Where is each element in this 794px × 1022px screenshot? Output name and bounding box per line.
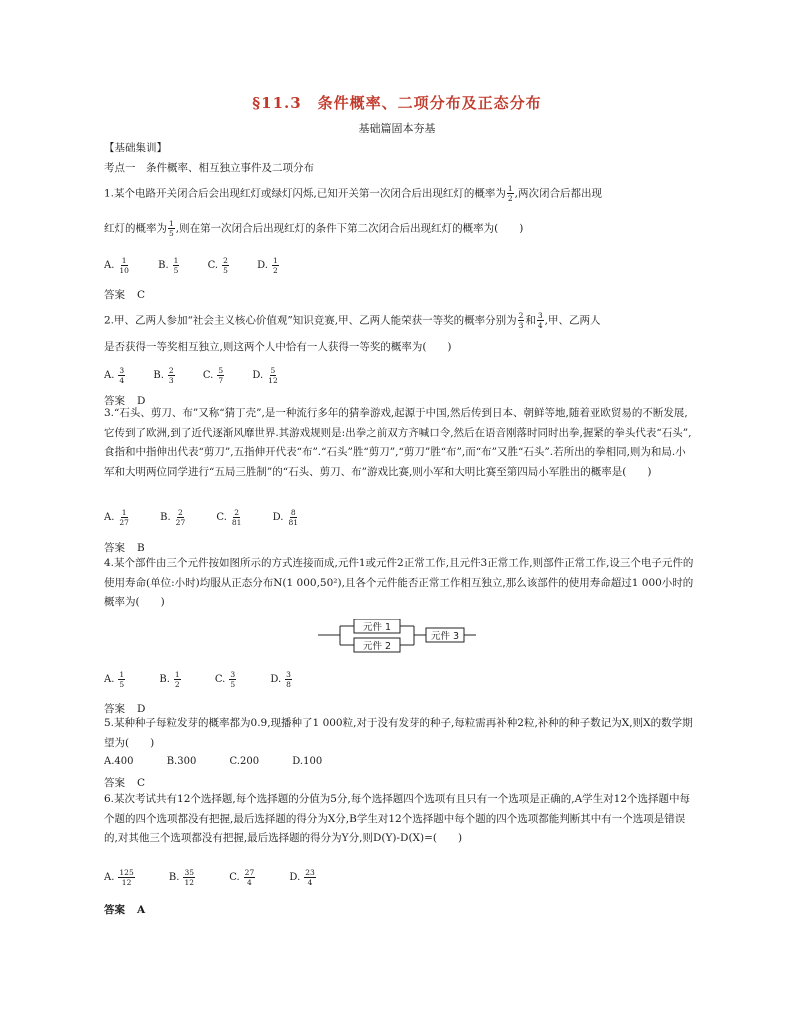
q4-answer: 答案 D xyxy=(104,703,146,715)
q3-option-d: D. $\frac{8}{81}$ xyxy=(272,508,299,527)
q1-option-c: C. $\frac{2}{5}$ xyxy=(207,256,228,275)
q1-option-a: A. $\frac{1}{10}$ xyxy=(104,256,129,275)
q5-answer: 答案 C xyxy=(104,777,146,789)
page-subtitle: 基础篇固本夯基 xyxy=(358,122,436,135)
q5-option-b: B.300 xyxy=(166,756,197,767)
q1-line1 xyxy=(104,184,602,203)
q1-fraction-1: $\frac{1}{2}$ xyxy=(507,184,513,203)
q6-option-c: C. $\frac{27}{4}$ xyxy=(229,868,255,887)
component-1-label: 元件 1 xyxy=(362,622,392,633)
q1-option-b: B. $\frac{1}{5}$ xyxy=(158,256,179,275)
q3-option-b: B. $\frac{2}{27}$ xyxy=(160,508,186,527)
component-3-label: 元件 3 xyxy=(430,631,460,642)
component-2-label: 元件 2 xyxy=(362,641,392,652)
q3-option-a: A. $\frac{1}{27}$ xyxy=(104,508,129,527)
q3-answer: 答案 B xyxy=(104,542,145,554)
q3-options xyxy=(104,508,324,527)
q2-option-d: D. $\frac{5}{12}$ xyxy=(252,366,278,385)
q2-answer: 答案 D xyxy=(104,395,146,407)
q2-option-c: C. $\frac{5}{7}$ xyxy=(202,366,224,385)
q4-option-d: D. $\frac{3}{8}$ xyxy=(270,670,291,689)
q6-option-a: A. $\frac{125}{12}$ xyxy=(104,868,134,887)
page-title: §11.3 条件概率、二项分布及正态分布 xyxy=(252,94,542,112)
q4-option-b: B. $\frac{1}{2}$ xyxy=(159,670,180,689)
q1-answer: 答案 C xyxy=(104,289,146,301)
q1-text-b: ,两次闭合后都出现 xyxy=(514,187,602,200)
q2-options xyxy=(104,366,304,385)
q2-fraction-2: $\frac{3}{4}$ xyxy=(537,311,543,330)
q6-answer: 答案 A xyxy=(104,904,146,916)
q5-text: 5.某种种子每粒发芽的概率都为0.9,现播种了1 000粒,对于没有发芽的种子,每粒需再补种2粒,补种的种子数记为X,则X的数学期望为( ) xyxy=(104,717,693,749)
q6-option-b: B. $\frac{35}{12}$ xyxy=(168,868,194,887)
q5-option-d: D.100 xyxy=(292,756,323,767)
q6-text: 6.某次考试共有12个选择题,每个选择题的分值为5分,每个选择题四个选项有且只有一个选项是正确的,A学生对12个选择题中每个题的四个选项都没有把握,最后选择题的得分为X分,B学生对12个选择题中每个题的四个选项都能判断其中有一个选项是错误的,对其他三个选项都没有把握,最后选择题的得分为Y分,则D(Y)-D(X)=( ) xyxy=(104,793,691,844)
q4-options xyxy=(104,670,317,689)
q1-option-d: D. $\frac{1}{2}$ xyxy=(257,256,278,275)
q6-options xyxy=(104,868,341,887)
q1-line2 xyxy=(104,219,523,238)
q2-line1: 2.甲、乙两人参加“社会主义核心价值观”知识竞赛,甲、乙两人能荣获一等奖的概率分别为 $\frac{2}{3}$ 和 $\frac{3}{4}$ ,甲、乙两人 xyxy=(104,311,601,330)
q2-option-a: A. $\frac{3}{4}$ xyxy=(104,366,125,385)
q4-option-c: C. $\frac{3}{5}$ xyxy=(214,670,236,689)
q1-text-c: 红灯的概率为 xyxy=(104,222,167,235)
q4-option-a: A. $\frac{1}{5}$ xyxy=(104,670,125,689)
q1-text-d: ,则在第一次闭合后出现红灯的条件下第二次闭合后出现红灯的概率为( ) xyxy=(175,222,524,235)
q1-fraction-2: $\frac{1}{5}$ xyxy=(169,219,174,238)
q5-options xyxy=(104,756,346,767)
q3-option-c: C. $\frac{2}{81}$ xyxy=(216,508,242,527)
circuit-diagram xyxy=(318,619,478,655)
q2-line2: 是否获得一等奖相互独立,则这两个人中恰有一人获得一等奖的概率为( ) xyxy=(104,341,452,353)
section-tag: 【基础集训】 xyxy=(104,142,167,154)
q4-text: 4.某个部件由三个元件按如图所示的方式连接而成,元件1或元件2正常工作,且元件3正常工作,则部件正常工作,设三个电子元件的使用寿命(单位:小时)均服从正态分布N(1 000,50²),且各个元件能否正常工作相互独立,那么该部件的使用寿命超过1 000小时的概率为( ) xyxy=(104,557,694,608)
q5-option-c: C.200 xyxy=(229,756,260,767)
topic-heading: 考点一 条件概率、相互独立事件及二项分布 xyxy=(104,162,314,174)
q5-option-a: A.400 xyxy=(104,756,134,767)
q1-options xyxy=(104,256,304,275)
q6-option-d: D. $\frac{23}{4}$ xyxy=(289,868,315,887)
q2-option-b: B. $\frac{2}{3}$ xyxy=(153,366,174,385)
q1-text-a: 1.某个电路开关闭合后会出现红灯或绿灯闪烁,已知开关第一次闭合后出现红灯的概率为 xyxy=(104,187,506,200)
q3-text: 3.“石头、剪刀、布”又称“猜丁壳”,是一种流行多年的猜拳游戏,起源于中国,然后传到日本、朝鲜等地,随着亚欧贸易的不断发展,它传到了欧洲,到了近代逐渐风靡世界.其游戏规则是:出拳之前双方齐喊口令,然后在语音刚落时同时出拳,握紧的拳头代表“石头”,食指和中指伸出代表“剪刀”,五指伸开代表“布”.“石头”胜“剪刀”,“剪刀”胜“布”,而“布”又胜“石头”.若所出的拳相同,则为和局.小军和大明两位同学进行“五局三胜制”的“石头、剪刀、布”游戏比赛,则小军和大明比赛至第四局小军胜出的概率是( ) xyxy=(104,407,692,478)
q2-fraction-1: $\frac{2}{3}$ xyxy=(518,311,524,330)
